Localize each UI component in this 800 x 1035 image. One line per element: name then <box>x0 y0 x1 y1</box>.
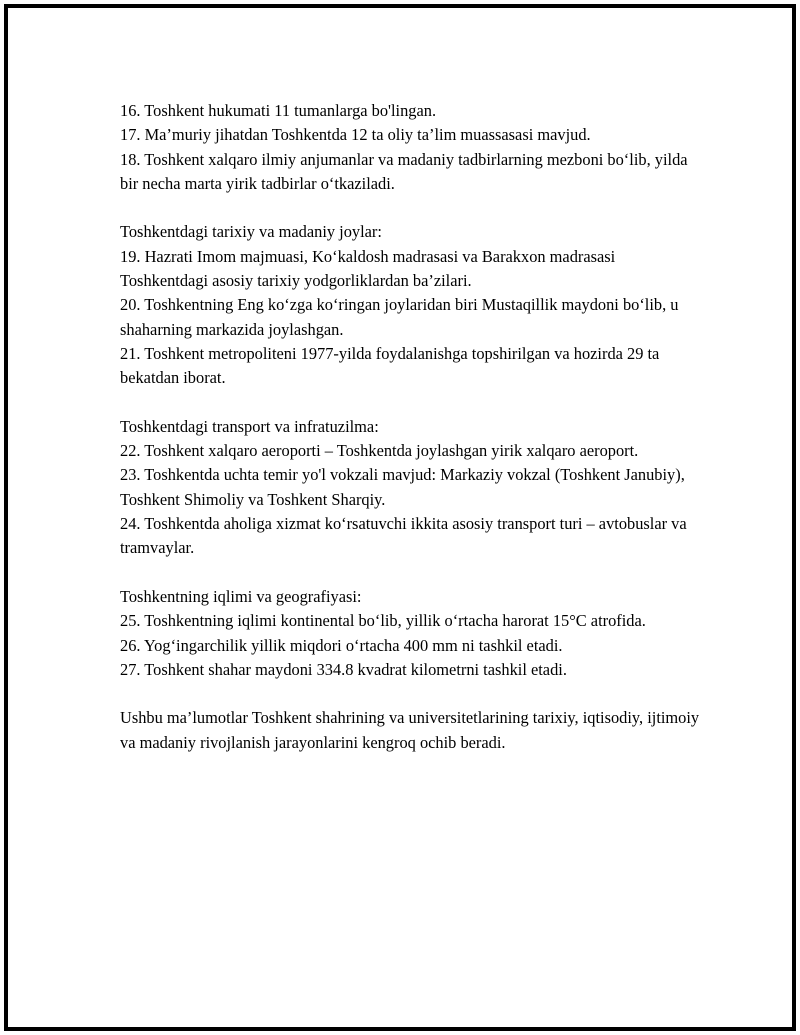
paragraph: 17. Ma’muriy jihatdan Toshkentda 12 ta oliy ta’lim muassasasi mavjud. <box>120 125 591 145</box>
paragraph: 25. Toshkentning iqlimi kontinental bo‘lib, yillik o‘rtacha harorat 15°C atrofida. <box>120 611 646 631</box>
document-body <box>120 99 700 755</box>
paragraph-gap <box>120 391 700 415</box>
paragraph: 21. Toshkent metropoliteni 1977-yilda foydalanishga topshirilgan va hozirda 29 ta bekatdan iborat. <box>120 343 660 388</box>
paragraph: 18. Toshkent xalqaro ilmiy anjumanlar va madaniy tadbirlarning mezboni bo‘lib, yilda bir necha marta yirik tadbirlar o‘tkaziladi. <box>120 149 688 193</box>
paragraph: 27. Toshkent shahar maydoni 334.8 kvadrat kilometrni tashkil etadi. <box>120 659 567 679</box>
paragraph: 22. Toshkent xalqaro aeroporti – Toshkentda joylashgan yirik xalqaro aeroport. <box>120 441 639 461</box>
section-heading: Toshkentdagi transport va infratuzilma: <box>120 416 379 436</box>
paragraph: 20. Toshkentning Eng ko‘zga ko‘ringan joylaridan biri Mustaqillik maydoni bo‘lib, u shaharning markazida joylashgan. <box>120 295 679 339</box>
paragraph-gap <box>120 196 700 220</box>
paragraph-gap <box>120 561 700 585</box>
section-heading: Toshkentdagi tarixiy va madaniy joylar: <box>120 222 382 242</box>
paragraph: 19. Hazrati Imom majmuasi, Ko‘kaldosh madrasasi va Barakxon madrasasi Toshkentdagi asosiy tarixiy yodgorliklardan ba’zilari. <box>120 246 616 291</box>
paragraph-gap <box>120 682 700 706</box>
paragraph: 26. Yog‘ingarchilik yillik miqdori o‘rtacha 400 mm ni tashkil etadi. <box>120 635 563 655</box>
paragraph: 24. Toshkentda aholiga xizmat ko‘rsatuvchi ikkita asosiy transport turi – avtobuslar va tramvaylar. <box>120 514 687 558</box>
paragraph: 16. Toshkent hukumati 11 tumanlarga bo'lingan. <box>120 101 437 120</box>
paragraph: 23. Toshkentda uchta temir yo'l vokzali mavjud: Markaziy vokzal (Toshkent Janubiy), Toshkent Shimoliy va Toshkent Sharqiy. <box>120 465 685 509</box>
section-heading: Toshkentning iqlimi va geografiyasi: <box>120 586 362 606</box>
paragraph: Ushbu ma’lumotlar Toshkent shahrining va universitetlarining tarixiy, iqtisodiy, ijtimoiy va madaniy rivojlanish jarayonlarini kengroq ochib beradi. <box>120 708 700 752</box>
page-border <box>4 4 796 1031</box>
